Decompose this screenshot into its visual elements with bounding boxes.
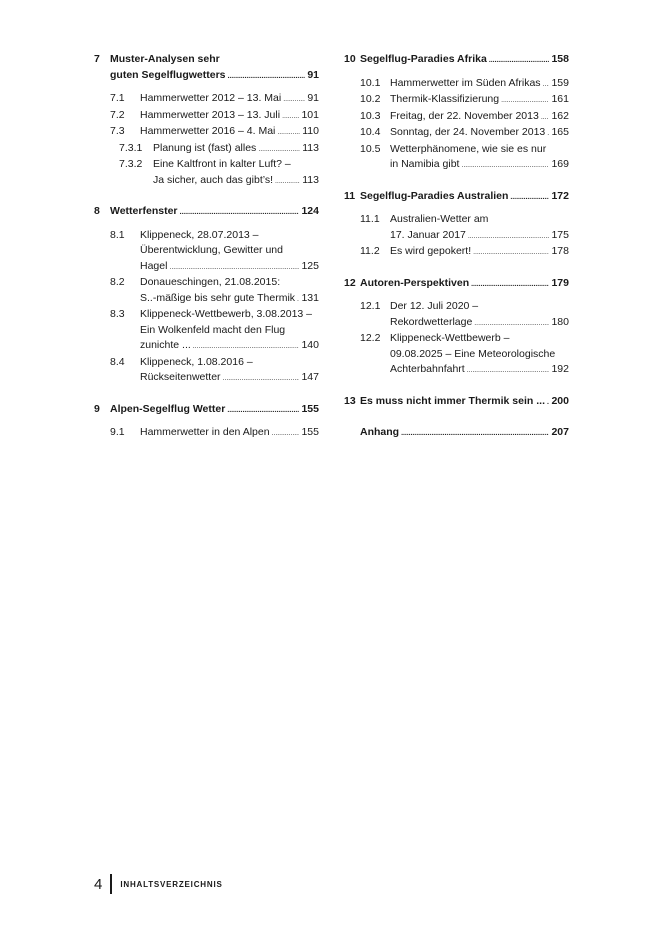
entry-title (390, 244, 569, 261)
toc-line (390, 142, 569, 158)
entry-title (390, 109, 569, 126)
entry-title (153, 141, 319, 158)
toc-line (140, 259, 319, 276)
toc-line (110, 52, 319, 68)
chapter-title (360, 189, 569, 206)
toc-line (390, 92, 569, 109)
toc-page-number: 169 (551, 158, 569, 170)
toc-line (390, 76, 569, 93)
dot-leader (223, 370, 300, 387)
toc-text: Planung ist (fast) alles (153, 141, 257, 154)
toc-page-number: 161 (551, 93, 569, 105)
toc-line (390, 228, 569, 245)
entry-number: 7.3.1 (119, 141, 143, 154)
toc-entry (344, 299, 569, 331)
toc-text: Donaueschingen, 21.08.2015: (140, 276, 281, 288)
entry-title (390, 331, 569, 379)
toc-chapter (344, 394, 569, 411)
chapter-heading (94, 402, 319, 419)
entry-number: 10.5 (360, 142, 381, 155)
toc-chapter (94, 204, 319, 387)
toc-line (140, 124, 319, 141)
toc-text: Hammerwetter im Süden Afrikas (390, 76, 541, 89)
toc-text: Klippeneck, 28.07.2013 – (140, 228, 259, 241)
entry-title (390, 92, 569, 109)
toc-page-number: 172 (551, 189, 569, 202)
toc-entry (94, 141, 319, 158)
entry-title (140, 108, 319, 125)
toc-chapter (94, 402, 319, 442)
toc-line (140, 323, 319, 339)
toc-text: Ein Wolkenfeld macht den Flug (140, 323, 286, 336)
toc-line (140, 275, 319, 291)
chapter-heading (94, 204, 319, 221)
toc-page-number: 162 (551, 109, 569, 122)
toc-page-number: 113 (302, 173, 319, 186)
toc-text: Hammerwetter 2012 – 13. Mai (140, 92, 282, 104)
entry-title (140, 275, 319, 307)
toc-line (140, 108, 319, 125)
toc-line (140, 307, 319, 323)
toc-line (140, 243, 319, 259)
toc-text: Muster-Analysen sehr (110, 53, 220, 65)
toc-text: 17. Januar 2017 (390, 228, 466, 241)
dot-leader (461, 157, 549, 174)
toc-line (140, 91, 319, 108)
toc-line (140, 355, 319, 371)
chapter-entries (344, 299, 569, 379)
toc-chapter (344, 189, 569, 261)
toc-line (110, 204, 319, 221)
entry-title (140, 124, 319, 141)
entry-title (390, 142, 569, 174)
toc-line (140, 228, 319, 244)
toc-entry (344, 142, 569, 174)
toc-entry (344, 109, 569, 126)
toc-text: guten Segelflugwetters (110, 68, 226, 81)
toc-chapter (344, 276, 569, 379)
dot-leader (228, 68, 306, 85)
dot-leader (473, 244, 549, 261)
toc-entry (344, 76, 569, 93)
chapter-title (110, 52, 319, 84)
toc-text: Thermik-Klassifizierung (390, 93, 500, 105)
toc-line (390, 125, 569, 142)
chapter-heading (344, 189, 569, 206)
entry-number: 10.4 (360, 126, 381, 138)
dot-leader (277, 124, 300, 141)
entry-title (153, 157, 319, 189)
dot-leader (258, 141, 300, 158)
toc-text: Klippeneck-Wettbewerb – (390, 332, 510, 344)
chapter-entries (344, 76, 569, 174)
toc-line (390, 315, 569, 332)
toc-text: Hagel (140, 259, 168, 272)
toc-line (390, 109, 569, 126)
entry-number: 7.2 (110, 108, 125, 121)
toc-text: Wetterphänomene, wie sie es nur (390, 142, 547, 155)
chapter-number: 12 (344, 276, 356, 289)
toc-page-number: 125 (301, 259, 319, 272)
entry-number: 10.1 (360, 76, 381, 89)
chapter-entries (94, 228, 319, 387)
toc-line (153, 141, 319, 158)
toc-line (140, 425, 319, 442)
entry-number: 11.1 (360, 213, 380, 225)
page-number: 4 (94, 875, 103, 893)
toc-line (390, 212, 569, 228)
toc-chapter (344, 425, 569, 442)
chapter-number: 13 (344, 394, 356, 407)
toc-page-number: 178 (551, 245, 569, 257)
entry-title (140, 91, 319, 108)
toc-line (360, 52, 569, 69)
dot-leader (541, 109, 550, 126)
toc-text: Achterbahnfahrt (390, 363, 465, 375)
dot-leader (283, 91, 305, 108)
dot-leader (193, 338, 300, 355)
toc-text: Der 12. Juli 2020 – (390, 300, 479, 312)
toc-page-number: 207 (551, 426, 569, 438)
toc-line (110, 68, 319, 85)
toc-line (140, 370, 319, 387)
entry-number: 11.2 (360, 245, 380, 257)
toc-line (140, 338, 319, 355)
entry-title (390, 212, 569, 244)
toc-text: 09.08.2025 – Eine Meteorologische (390, 347, 556, 360)
toc-line (390, 347, 569, 363)
toc-page-number: 155 (301, 402, 319, 415)
toc-text: Hammerwetter in den Alpen (140, 426, 270, 438)
page-footer (94, 874, 223, 894)
dot-leader (489, 52, 550, 69)
entry-number: 12.2 (360, 332, 381, 344)
entry-title (140, 307, 319, 355)
toc-line (390, 299, 569, 315)
entry-number: 7.1 (110, 92, 125, 104)
toc-page-number: 113 (302, 141, 319, 154)
chapter-entries (344, 212, 569, 261)
toc-text: Australien-Wetter am (390, 213, 489, 225)
chapter-title (110, 402, 319, 419)
toc-page-number: 165 (551, 126, 569, 138)
chapter-title (360, 52, 569, 69)
dot-leader (297, 291, 299, 308)
dot-leader (471, 276, 549, 293)
toc-entry (344, 125, 569, 142)
footer-divider (110, 874, 112, 894)
toc-line (360, 276, 569, 293)
toc-entry (344, 92, 569, 109)
toc-entry (94, 124, 319, 141)
toc-page-number: 159 (551, 76, 569, 89)
entry-number: 8.1 (110, 228, 125, 241)
toc-page-number: 158 (551, 53, 569, 65)
toc-line (110, 402, 319, 419)
chapter-title (360, 425, 569, 442)
entry-title (140, 228, 319, 276)
dot-leader (169, 259, 299, 276)
toc-right-column (344, 52, 569, 457)
entry-number: 12.1 (360, 300, 381, 312)
toc-page-number: 155 (301, 426, 319, 438)
toc-line (153, 157, 319, 173)
toc-line (390, 331, 569, 347)
toc-text: Eine Kaltfront in kalter Luft? – (153, 158, 291, 170)
dot-leader (227, 402, 299, 419)
toc-text: Sonntag, der 24. November 2013 (390, 126, 546, 138)
entry-number: 7.3.2 (119, 158, 143, 170)
dot-leader (543, 76, 550, 93)
toc-line (390, 244, 569, 261)
toc-page-number: 180 (551, 315, 569, 328)
toc-text: Rückseitenwetter (140, 371, 221, 383)
toc-text: Segelflug-Paradies Australien (360, 189, 509, 202)
chapter-number (344, 425, 360, 442)
chapter-number: 10 (344, 53, 356, 65)
chapter-title (110, 204, 319, 221)
toc-text: Rekordwetterlage (390, 315, 473, 328)
chapter-number: 11 (344, 189, 356, 202)
toc-entry (94, 108, 319, 125)
toc-text: Wetterfenster (110, 205, 178, 217)
toc-page-number: 131 (301, 291, 319, 304)
toc-text: Überentwicklung, Gewitter und (140, 244, 283, 256)
toc-text: Segelflug-Paradies Afrika (360, 53, 487, 65)
entry-number: 10.3 (360, 109, 381, 122)
toc-entry (94, 228, 319, 276)
entry-title (390, 76, 569, 93)
toc-line (390, 362, 569, 379)
dot-leader (474, 315, 549, 332)
chapter-number: 9 (94, 402, 100, 415)
toc-text: Ja sicher, auch das gibt’s! (153, 173, 274, 186)
dot-leader (547, 394, 549, 411)
chapter-title (360, 276, 569, 293)
entry-number: 10.2 (360, 93, 381, 105)
chapter-heading (344, 394, 569, 411)
chapter-heading (344, 425, 569, 442)
dot-leader (547, 125, 549, 142)
toc-page-number: 147 (301, 371, 319, 383)
toc-page-number: 101 (301, 108, 319, 121)
entry-number: 9.1 (110, 426, 125, 438)
toc-entry (344, 244, 569, 261)
toc-text: Es wird gepokert! (390, 245, 472, 257)
toc-text: in Namibia gibt (390, 158, 460, 170)
toc-chapter (344, 52, 569, 174)
toc-page-number: 91 (307, 68, 319, 81)
toc-page-number: 175 (551, 228, 569, 241)
dot-leader (401, 425, 549, 442)
toc-text: Klippeneck-Wettbewerb, 3.08.2013 – (140, 308, 312, 320)
toc-line (140, 291, 319, 308)
toc-text: zunichte ... (140, 339, 191, 351)
entry-title (140, 425, 319, 442)
toc-text: S..-mäßige bis sehr gute Thermik (140, 291, 296, 304)
entry-number: 8.3 (110, 308, 125, 320)
chapter-number: 8 (94, 205, 100, 217)
dot-leader (180, 204, 300, 221)
dot-leader (501, 92, 549, 109)
toc-text: Anhang (360, 426, 400, 438)
toc-line (360, 189, 569, 206)
dot-leader (272, 425, 300, 442)
dot-leader (510, 189, 549, 206)
dot-leader (275, 173, 300, 190)
toc-page-number: 140 (301, 339, 319, 351)
chapter-entries (94, 425, 319, 442)
entry-number: 7.3 (110, 125, 125, 137)
toc-entry (344, 331, 569, 379)
toc-left-column (94, 52, 319, 457)
toc-entry (94, 425, 319, 442)
toc-text: Hammerwetter 2013 – 13. Juli (140, 108, 281, 121)
chapter-heading (344, 276, 569, 293)
entry-title (390, 299, 569, 331)
toc-text: Freitag, der 22. November 2013 (390, 109, 539, 122)
toc-entry (94, 307, 319, 355)
toc-page-number: 91 (307, 92, 319, 104)
chapter-heading (344, 52, 569, 69)
toc-page-number: 110 (302, 125, 319, 137)
toc-text: Autoren-Perspektiven (360, 276, 470, 289)
dot-leader (467, 362, 550, 379)
entry-number: 8.2 (110, 276, 125, 288)
toc-page-number: 179 (551, 276, 569, 289)
toc-entry (94, 91, 319, 108)
toc-text: Alpen-Segelflug Wetter (110, 402, 226, 415)
running-head: INHALTSVERZEICHNIS (120, 879, 223, 889)
chapter-entries (94, 91, 319, 189)
chapter-title (360, 394, 569, 411)
toc-page-number: 124 (301, 205, 319, 217)
toc-line (153, 173, 319, 190)
entry-title (140, 355, 319, 387)
toc-page-number: 200 (551, 394, 569, 407)
dot-leader (282, 108, 299, 125)
toc-page-number: 192 (551, 363, 569, 375)
toc-line (360, 394, 569, 411)
entry-title (390, 125, 569, 142)
entry-number: 8.4 (110, 355, 125, 368)
toc-chapter (94, 52, 319, 189)
toc-text: Es muss nicht immer Thermik sein ... (360, 394, 545, 407)
chapter-heading (94, 52, 319, 84)
toc-text: Klippeneck, 1.08.2016 – (140, 355, 253, 368)
toc-text: Hammerwetter 2016 – 4. Mai (140, 125, 276, 137)
dot-leader (468, 228, 550, 245)
toc-line (390, 157, 569, 174)
toc-entry (94, 157, 319, 189)
toc-line (360, 425, 569, 442)
toc-entry (94, 275, 319, 307)
toc-entry (94, 355, 319, 387)
chapter-number: 7 (94, 53, 100, 65)
toc-entry (344, 212, 569, 244)
